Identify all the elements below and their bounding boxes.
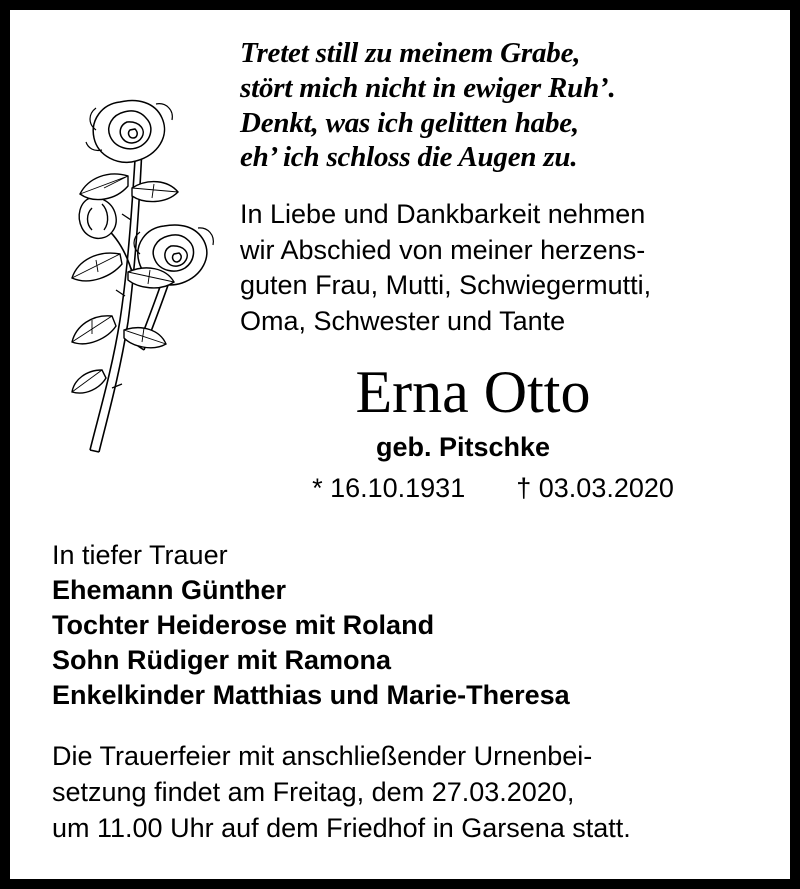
verse-line-2: stört mich nicht in ewiger Ruh’. [240,71,616,104]
deceased-name: Erna Otto [355,358,591,425]
intro-line-2: wir Abschied von meiner herzens- [240,234,646,265]
ceremony-line-1: Die Trauerfeier mit anschließender Urnenbei- [52,741,593,772]
rose-branch-illustration [32,58,222,458]
lower-text-block [52,538,766,847]
maiden-name: geb. Pitschke [375,431,551,462]
mourners-lead: In tiefer Trauer [52,539,228,570]
life-dates [240,473,766,504]
verse-line-3: Denkt, was ich gelitten habe, [240,106,579,139]
ceremony-line-2: setzung findet am Freitag, dem 27.03.2020, [52,777,575,808]
mourner-line-3: Sohn Rüdiger mit Ramona [52,644,392,675]
mourner-line-2: Tochter Heiderose mit Roland [52,609,435,640]
verse [240,36,766,175]
ceremony-line-3: um 11.00 Uhr auf dem Friedhof in Garsena statt. [52,812,631,843]
intro-line-3: guten Frau, Mutti, Schwiegermutti, [240,270,652,301]
death-date: † 03.03.2020 [516,472,674,503]
intro-text [240,197,766,340]
intro-line-4: Oma, Schwester und Tante [240,306,566,337]
upper-text-block [240,28,766,504]
mourners-list [52,573,766,713]
mourner-line-4: Enkelkinder Matthias und Marie-Theresa [52,680,570,711]
birth-date: * 16.10.1931 [312,472,466,503]
verse-line-4: eh’ ich schloss die Augen zu. [240,141,578,174]
obituary-inner [10,10,790,879]
verse-line-1: Tretet still zu meinem Grabe, [240,37,581,69]
mourner-line-1: Ehemann Günther [52,574,287,605]
intro-line-1: In Liebe und Dankbarkeit nehmen [240,199,646,230]
ceremony-details [52,739,766,847]
